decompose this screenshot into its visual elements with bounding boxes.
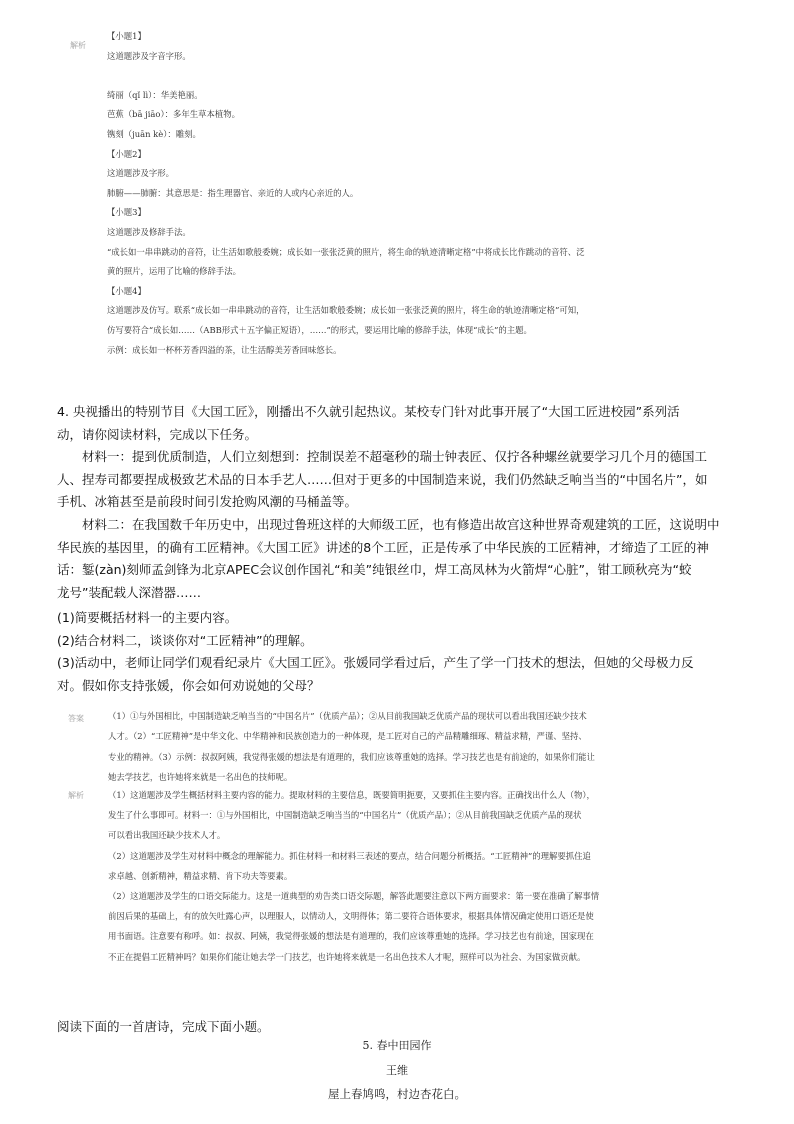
question-4-tasks	[57, 607, 693, 697]
answer-block	[108, 706, 595, 787]
analysis-line	[107, 66, 585, 86]
task-line: 对。假如你支持张媛，你会如何劝说她的父母？	[57, 677, 320, 693]
analysis-line: 肺腑——肺腑：其意思是：指生理器官、亲近的人或内心亲近的人。	[107, 187, 359, 198]
analysis-label: 解析	[68, 791, 84, 800]
poem-author: 王维	[386, 1064, 408, 1077]
analysis-line: 【小题2】	[107, 148, 146, 159]
task-line: (1)简要概括材料一的主要内容。	[57, 610, 238, 625]
analysis-line: 镌刻（juān kè）：雕刻。	[107, 128, 201, 139]
analysis-line: 这道题涉及字形。	[107, 168, 174, 179]
analysis-line: 芭蕉（bā jiāo）：多年生草本植物。	[107, 109, 241, 120]
analysis-line: 【小题3】	[107, 207, 146, 218]
task-line: (3)活动中，老师让同学们观看纪录片《大国工匠》。张媛同学看过后，产生了学一门技术的想法，但她的父母极力反	[57, 655, 694, 671]
analysis-line: 用书面语。注意要有称呼。如：叔叔、阿姨，我觉得张媛的想法是有道理的，我们应该尊重她的选择。学习技艺也有前途，国家现在	[108, 931, 594, 942]
answer-line: 她去学技艺，也许她将来就是一名出色的技师呢。	[108, 771, 293, 782]
answer-line: （1）①与外国相比，中国制造缺乏响当当的“中国名片”（优质产品）；②从目前我国缺乏优质产品的现状可以看出我国还缺少技术	[108, 711, 587, 721]
analysis-line: （2）这道题涉及学生对材料中概念的理解能力。抓住材料一和材料三表述的要点，结合问题分析概括。“工匠精神”的理解要抓住追	[108, 850, 591, 861]
answer-label: 答案	[68, 714, 84, 723]
analysis-line: 这道题涉及字音字形。	[107, 50, 191, 61]
analysis-line: 仿写要符合“成长如……（ABB形式＋五字偏正短语），……”的形式，要运用比喻的修辞手法，体现“成长”的主题。	[107, 324, 532, 335]
question-line: 4. 央视播出的特别节目《大国工匠》，刚播出不久就引起热议。某校专门针对此事开展了“大国工匠进校园”系列活	[57, 404, 680, 419]
material-two-line: 龙号”装配载人深潜器……	[57, 584, 201, 600]
question-line: 动，请你阅读材料，完成以下任务。	[57, 426, 258, 442]
analysis-line: 前因后果的基础上，有的放矢吐露心声，以理服人，以情动人，文明得体；第二要符合语体要求，根据具体情况确定使用口语还是使	[108, 911, 594, 922]
answer-line: 人才。（2）“工匠精神”是中华文化、中华精神和民族创造力的一种体现，是工匠对自己的产品精雕细琢、精益求精，严谨、坚持、	[108, 731, 587, 742]
material-two-line: 话：錾(zàn)刻师孟剑锋为北京APEC会议创作国礼“和美”纯银丝巾，焊工高凤林为火箭焊“心脏”，钳工顾秋亮为“蛟	[57, 562, 692, 578]
analysis-line: （1）这道题涉及学生概括材料主要内容的能力。提取材料的主要信息，既要简明扼要，又要抓住主要内容。正确找出什么人（物），	[108, 790, 595, 800]
analysis-line: 【小题4】	[107, 285, 146, 296]
analysis-line: 绮丽（qǐ lì）：华美艳丽。	[107, 89, 203, 100]
analysis-line: 黄的照片，运用了比喻的修辞手法。	[107, 266, 241, 277]
analysis-line: 示例：成长如一杯杯芳香四溢的茶，让生活醇美芳香回味悠长。	[107, 344, 342, 355]
analysis-line: （2）这道题涉及学生的口语交际能力。这是一道典型的劝告类口语交际题，解答此题要注意以下两方面要求：第一要在准确了解事情	[108, 891, 600, 902]
question-4	[57, 401, 720, 604]
analysis-line: 不正在提倡工匠精神吗？如果你们能让她去学一门技艺，也许她将来就是一名出色技术人才呢，照样可以为社会、为国家做贡献。	[108, 951, 586, 962]
poem-intro: 阅读下面的一首唐诗，完成下面小题。	[57, 1019, 270, 1034]
material-one-line: 材料一：提到优质制造，人们立刻想到：控制误差不超毫秒的瑞士钟表匠、仅拧各种螺丝就要学习几个月的德国工	[82, 449, 708, 465]
analysis-block	[107, 27, 585, 360]
task-line: (2)结合材料二，谈谈你对“工匠精神”的理解。	[57, 632, 313, 648]
analysis-label: 解析	[70, 41, 86, 50]
material-one-line: 手机、冰箱甚至是前段时间引发抢购风潮的马桶盖等。	[57, 494, 358, 510]
material-two-line: 华民族的基因里，的确有工匠精神。《大国工匠》讲述的8个工匠，正是传承了中华民族的工匠精神，才缔造了工匠的神	[57, 539, 709, 555]
poem-line: 屋上春鸠鸣，村边杏花白。	[328, 1087, 466, 1101]
material-two-line: 材料二：在我国数千年历史中，出现过鲁班这样的大师级工匠，也有修造出故宫这种世界奇观建筑的工匠，这说明中	[82, 516, 720, 532]
analysis-line: 可以看出我国还缺少技术人才。	[108, 830, 226, 841]
analysis-line: 求卓越、创新精神，精益求精、肯下功夫等要素。	[108, 870, 293, 881]
analysis-line: 这道题涉及修辞手法。	[107, 226, 191, 237]
analysis-line: “成长如一串串跳动的音符，让生活如歌般委婉；成长如一张张泛黄的照片，将生命的轨迹清晰定格”中将成长比作跳动的音符、泛	[107, 246, 585, 257]
answer-line: 专业的精神。（3）示例：叔叔阿姨，我觉得张媛的想法是有道理的，我们应该尊重她的选择。学习技艺也是有前途的，如果你们能让	[108, 751, 595, 762]
analysis-block	[108, 785, 599, 967]
analysis-line: 这道题涉及仿写。联系“成长如一串串跳动的音符，让生活如歌般委婉；成长如一张张泛黄的照片，将生命的轨迹清晰定格”可知，	[107, 305, 585, 316]
analysis-line: 【小题1】	[107, 31, 146, 41]
material-one-line: 人、捏寿司都要捏成极致艺术品的日本手艺人……但对于更多的中国制造来说，我们仍然缺乏响当当的“中国名片”，如	[57, 471, 708, 487]
analysis-line: 发生了什么事即可。材料一：①与外国相比，中国制造缺乏响当当的“中国名片”（优质产品）；②从目前我国缺乏优质产品的现状	[108, 810, 582, 821]
poem-title: 5. 春中田园作	[362, 1039, 432, 1052]
